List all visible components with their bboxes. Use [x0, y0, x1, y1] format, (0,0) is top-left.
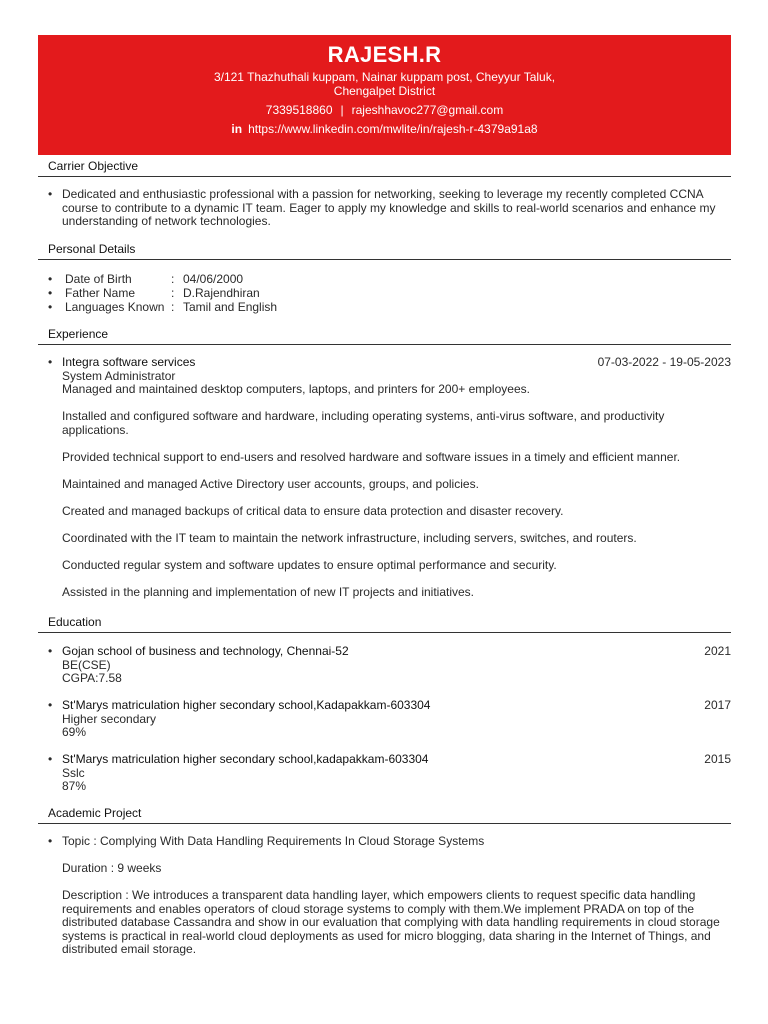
education-head — [62, 753, 731, 767]
candidate-name: RAJESH.R — [327, 42, 442, 67]
duty-item: Provided technical support to end-users and resolved hardware and software issues in a timely and efficient manner. — [62, 449, 681, 464]
experience-head — [62, 356, 731, 370]
school-name: • Gojan school of business and technology, Chennai-52 — [62, 644, 349, 658]
company-name: • Integra software services — [62, 355, 196, 369]
personal-value: D.Rajendhiran — [183, 286, 260, 300]
project-topic: • Topic : Complying With Data Handling Requirements In Cloud Storage Systems — [62, 834, 485, 848]
contact-line — [38, 103, 731, 117]
education-degree: Higher secondary — [62, 711, 157, 726]
address-line-2: Chengalpet District — [333, 84, 436, 98]
education-item — [38, 699, 731, 740]
education-list — [38, 645, 731, 794]
education-degree: Sslc — [62, 765, 85, 780]
personal-label: • Date of Birth — [65, 272, 132, 286]
contact-separator: | — [340, 103, 344, 117]
duty-item: Installed and configured software and hardware, including operating systems, anti-virus software, and productivity applications. — [62, 409, 665, 437]
personal-row-father — [38, 286, 731, 300]
experience-item — [38, 356, 731, 599]
duty-item: Conducted regular system and software updates to ensure optimal performance and security. — [62, 557, 557, 572]
experience-entry — [38, 356, 731, 599]
personal-colon: : — [171, 300, 175, 314]
phone-number: 7339518860 — [265, 103, 333, 117]
duty-item: Maintained and managed Active Directory user accounts, groups, and policies. — [62, 476, 479, 491]
personal-label: • Father Name — [65, 286, 136, 300]
personal-row-dob — [38, 272, 731, 286]
education-head — [62, 699, 731, 713]
education-degree: BE(CSE) — [62, 657, 111, 672]
personal-label: • Languages Known — [65, 300, 165, 314]
education-score: 87% — [62, 779, 87, 793]
personal-colon: : — [171, 272, 175, 286]
linkedin-link[interactable]: https://www.linkedin.com/mwlite/in/rajesh-r-4379a91a8 — [248, 122, 538, 136]
objective-section — [38, 188, 731, 229]
section-title-project: Academic Project — [38, 806, 731, 824]
linkedin-icon: in — [231, 122, 243, 136]
duty-item: Coordinated with the IT team to maintain the network infrastructure, including servers, switches, and routers. — [62, 530, 637, 545]
personal-details — [38, 272, 731, 314]
education-year: 2017 — [704, 698, 731, 712]
personal-value: Tamil and English — [183, 300, 278, 314]
education-item — [38, 645, 731, 686]
project-description: Description : We introduces a transparent data handling layer, which empowers clients to request specific data handling requirements and enables operators of cloud storage systems to comply with them.We implement PRADA on top of the distributed database Cassandra and show in our evaluation that complying with data handling requirements in cloud storage systems is practical in real-world cloud deployments as used for micro blogging, data sharing in the Internet of Things, and distributed email storage. — [62, 888, 720, 956]
personal-colon: : — [171, 286, 175, 300]
email-link[interactable]: rajeshhavoc277@gmail.com — [351, 103, 504, 117]
school-name: • St'Marys matriculation higher secondary school,kadapakkam-603304 — [62, 752, 429, 766]
project-duration: Duration : 9 weeks — [62, 861, 162, 875]
duty-item: Created and managed backups of critical data to ensure data protection and disaster recovery. — [62, 503, 564, 518]
project-section — [38, 835, 731, 957]
resume-header — [38, 35, 731, 155]
address-line-1: 3/121 Thazhuthali kuppam, Nainar kuppam post, Cheyyur Taluk, — [213, 70, 556, 84]
section-title-personal: Personal Details — [38, 242, 731, 260]
objective-text: • Dedicated and enthusiastic professional with a passion for networking, seeking to leverage my recently completed CCNA course to contribute to a dynamic IT team. Eager to apply my knowledge and skills to real-world scenarios and enhance my understanding of network technologies. — [38, 188, 731, 229]
education-year: 2015 — [704, 752, 731, 766]
school-name: • St'Marys matriculation higher secondary school,Kadapakkam-603304 — [62, 698, 431, 712]
education-score: CGPA:7.58 — [62, 671, 122, 685]
section-title-education: Education — [38, 615, 731, 633]
education-item — [38, 753, 731, 794]
duty-item: Managed and maintained desktop computers, laptops, and printers for 200+ employees. — [62, 382, 530, 396]
project-item — [38, 835, 731, 957]
section-title-objective: Carrier Objective — [38, 159, 731, 177]
section-title-experience: Experience — [38, 327, 731, 345]
job-role: System Administrator — [62, 368, 176, 383]
education-score: 69% — [62, 725, 87, 739]
linkedin-line — [38, 122, 731, 136]
experience-dates: 07-03-2022 - 19-05-2023 — [597, 355, 731, 369]
education-head — [62, 645, 731, 659]
personal-value: 04/06/2000 — [183, 272, 244, 286]
education-year: 2021 — [704, 644, 731, 658]
personal-row-languages — [38, 300, 731, 314]
duty-item: Assisted in the planning and implementation of new IT projects and initiatives. — [62, 584, 475, 599]
